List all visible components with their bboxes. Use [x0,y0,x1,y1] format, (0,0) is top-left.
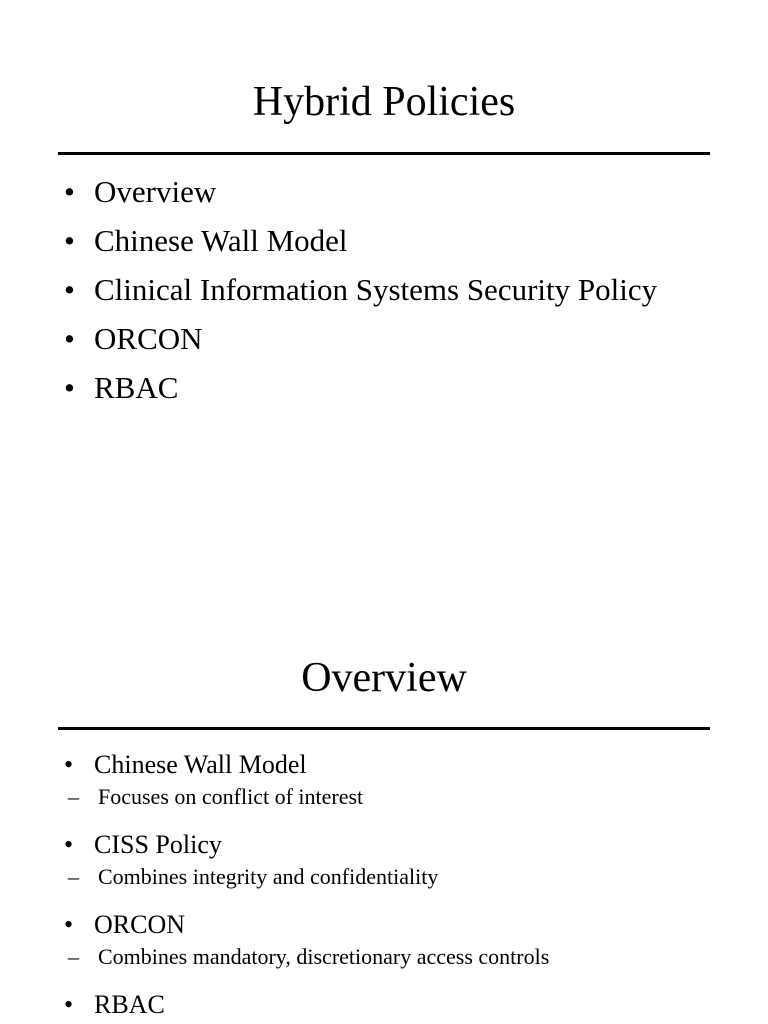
bullet-text: Chinese Wall Model [94,223,348,258]
bullet-icon: • [64,174,75,209]
bullet-icon: • [64,370,75,405]
list-item [64,748,704,782]
bullet-icon: • [64,910,74,939]
list-item [64,319,704,359]
bullet-text: Overview [94,174,217,209]
dash-icon: – [68,784,79,809]
bullet-icon: • [64,321,75,356]
title-divider [58,727,710,730]
title-divider [58,152,710,155]
bullet-text: ORCON [94,321,203,356]
dash-icon: – [68,944,79,969]
sub-text: Combines mandatory, discretionary access controls [98,944,550,969]
list-item [64,988,704,1022]
list-item [64,828,704,862]
bullet-text: Chinese Wall Model [94,750,307,779]
list-item [64,172,704,212]
sub-item [64,942,704,972]
bullet-list [64,172,704,417]
bullet-list [64,748,704,1022]
list-item [64,368,704,408]
slide-title: Hybrid Policies [252,79,516,125]
slide-overview [0,576,768,1024]
sub-item [64,782,704,812]
bullet-icon: • [64,272,75,307]
bullet-text: ORCON [94,910,186,939]
bullet-text: RBAC [94,370,179,405]
bullet-icon: • [64,830,74,859]
bullet-icon: • [64,750,74,779]
list-item [64,270,704,310]
sub-text: Combines integrity and confidentiality [98,864,439,889]
bullet-icon: • [64,990,74,1019]
dash-icon: – [68,864,79,889]
bullet-icon: • [64,223,75,258]
list-item [64,908,704,942]
sub-item [64,862,704,892]
bullet-text: Clinical Information Systems Security Policy [94,272,658,307]
bullet-text: RBAC [94,990,165,1019]
slide-title: Overview [301,655,467,701]
sub-text: Focuses on conflict of interest [98,784,364,809]
bullet-text: CISS Policy [94,830,222,859]
list-item [64,221,704,261]
